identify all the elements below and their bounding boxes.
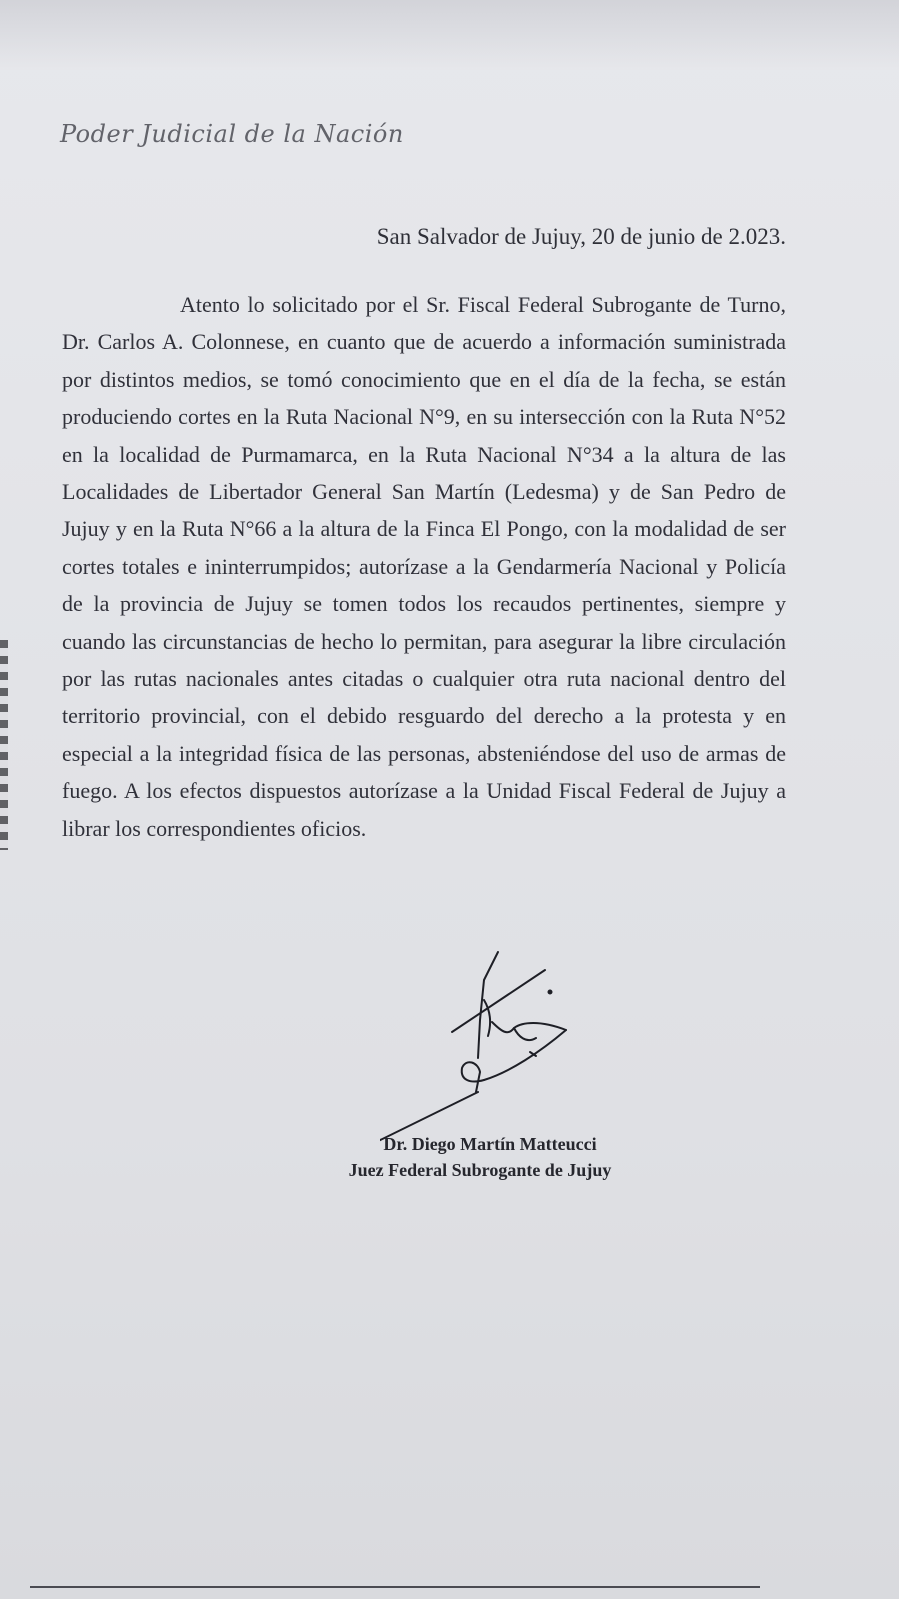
handwritten-signature	[380, 940, 580, 1150]
date-line: San Salvador de Jujuy, 20 de junio de 2.023.	[376, 224, 786, 249]
bottom-rule	[30, 1586, 760, 1588]
signatory-title: Juez Federal Subrogante de Jujuy	[348, 1160, 612, 1180]
page-shadow	[0, 0, 899, 70]
signatory-name: Dr. Diego Martín Matteucci	[383, 1134, 597, 1154]
letterhead: Poder Judicial de la Nación	[60, 120, 404, 148]
binder-edge	[0, 640, 8, 850]
body-paragraph: Atento lo solicitado por el Sr. Fiscal Federal Subrogante de Turno, Dr. Carlos A. Colonnese, en cuanto que de acuerdo a información suministrada por distintos medios, se tomó conocimiento que en el día de la fecha, se están produciendo cortes en la Ruta Nacional N°9, en su intersección con la Ruta N°52 en la localidad de Purmamarca, en la Ruta Nacional N°34 a la altura de las Localidades de Libertador General San Martín (Ledesma) y de San Pedro de Jujuy y en la Ruta N°66 a la altura de la Finca El Pongo, con la modalidad de ser cortes totales e ininterrumpidos; autorízase a la Gendarmería Nacional y Policía de la provincia de Jujuy se tomen todos los recaudos pertinentes, siempre y cuando las circunstancias de hecho lo permitan, para asegurar la libre circulación por las rutas nacionales antes citadas o cualquier otra ruta nacional dentro del territorio provincial, con el debido resguardo del derecho a la protesta y en especial a la integridad física de las personas, absteniéndose del uso de armas de fuego. A los efectos dispuestos autorízase a la Unidad Fiscal Federal de Jujuy a librar los correspondientes oficios.	[62, 292, 786, 841]
